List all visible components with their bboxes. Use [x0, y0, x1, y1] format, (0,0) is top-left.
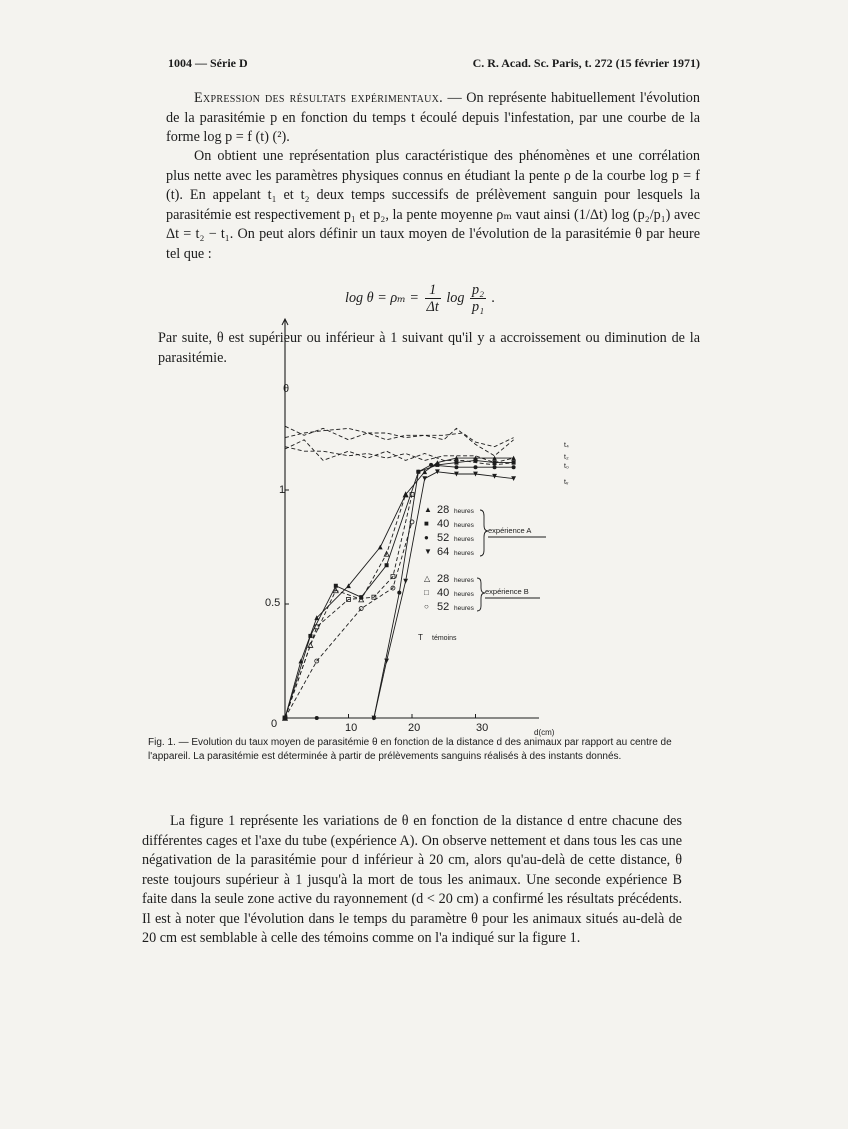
series-line-2	[285, 460, 514, 718]
equation-log: log	[446, 289, 465, 306]
x-axis-label: d(cm)	[534, 728, 555, 737]
data-point	[429, 463, 433, 467]
series-label-t0: t₀	[564, 463, 569, 470]
series-label-tv: tᵥ	[564, 479, 569, 486]
legend-value: 52	[437, 532, 450, 544]
paragraph-2-text: On obtient une représentation plus caractéristique des phénomènes et une corrélation plus nette avec les paramètres physiques connus en étudiant la pente ρ de la courbe log p = f (t). En appelant t₁ et t₂ deux temps successifs de prélèvement sanguin pour lesquels la parasitémie est respectivement p₁ et p₂, la pente moyenne ρₘ vaut ainsi (1/Δt) log (p₂/p₁) avec Δt = t₂ − t₁. On peut alors définir un taux moyen de l'évolution de la parasitémie θ par heure tel que :	[166, 148, 700, 262]
data-point	[416, 470, 420, 474]
legend-unit: heures	[454, 605, 474, 612]
data-point	[385, 563, 389, 567]
legend-value: 28	[437, 573, 450, 585]
data-point	[493, 465, 497, 469]
data-point	[512, 465, 516, 469]
x-tick-label-10: 10	[345, 722, 358, 734]
legend-marker: ▼	[424, 547, 432, 556]
figure-caption	[148, 736, 682, 763]
data-point	[308, 643, 313, 648]
x-tick-label-20: 20	[408, 722, 421, 734]
series-line-6	[285, 495, 412, 718]
data-point	[422, 476, 427, 481]
caption-lead: Fig. 1. —	[148, 737, 192, 748]
legend-unit: heures	[454, 550, 474, 557]
section-lead: Expression des résultats expérimentaux.	[194, 90, 443, 106]
caption-text: Evolution du taux moyen de parasitémie θ en fonction de la distance d des animaux par rapport au centre de l'appareil. La parasitémie est déterminée à partir de prélèvements sanguins réalisés à des instants donnés.	[148, 737, 672, 762]
legend-value: 52	[437, 601, 450, 613]
equation-lhs: log θ = ρₘ =	[345, 289, 419, 306]
x-tick-label-30: 30	[476, 722, 489, 734]
data-point	[454, 465, 458, 469]
data-point	[308, 634, 312, 638]
equation-fraction-1-den: Δt	[426, 299, 439, 315]
legend-unit: heures	[454, 536, 474, 543]
y-axis-label: θ	[283, 383, 290, 395]
legend-marker: ○	[424, 602, 429, 611]
equation-fraction-2-num: p₂	[472, 282, 485, 298]
paragraph-figure-discussion	[142, 812, 682, 949]
legend-unit: heures	[454, 591, 474, 598]
equation-fraction-1-num: 1	[425, 282, 441, 299]
data-point	[454, 461, 458, 465]
equation-end: .	[491, 289, 496, 306]
series-line-7	[285, 522, 412, 718]
running-header-left: 1004 — Série D	[168, 56, 248, 70]
legend-marker: □	[424, 588, 429, 597]
series-line-10	[285, 447, 514, 463]
data-point	[397, 591, 401, 595]
data-point	[474, 465, 478, 469]
legend-marker: ■	[424, 519, 429, 528]
series-label-t2: t₂	[564, 454, 569, 461]
series-line-1	[285, 458, 514, 718]
legend-marker: ●	[424, 533, 429, 542]
series-line-4	[285, 472, 514, 718]
series-line-9	[285, 428, 514, 455]
data-point	[378, 545, 383, 550]
legend-temoins-label: témoins	[432, 635, 457, 642]
series-line-5	[285, 495, 406, 718]
legend-marker: △	[424, 574, 431, 583]
legend-marker: ▲	[424, 505, 432, 514]
paragraph-4-text: La figure 1 représente les variations de θ en fonction de la distance d entre chacune des différentes cages et l'axe du tube (expérience A). On observe nettement et dans tous les cas une négativation de la parasitémie pour d inférieur à 20 cm, alors qu'au-delà de cette distance, θ reste toujours supérieur à 1 jusqu'à la mort de tous les animaux. Une seconde expérience B faite dans la seule zone active du rayonnement (d < 20 cm) a confirmé les résultats précédents. Il est à noter que l'évolution dans le temps du paramètre θ pour les animaux situés au-delà de 20 cm est semblable à celle des témoins comme on l'a indiqué sur la figure 1.	[142, 813, 682, 946]
y-tick-label-0-5: 0.5	[265, 597, 281, 609]
legend-group-name: expérience A	[488, 526, 532, 535]
equation-fraction-2-den: p₁	[472, 299, 485, 315]
series-line-8	[285, 426, 514, 447]
running-header-right: C. R. Acad. Sc. Paris, t. 272 (15 février 1971)	[472, 56, 700, 70]
legend-unit: heures	[454, 522, 474, 529]
legend-value: 40	[437, 518, 450, 530]
legend-value: 28	[437, 504, 450, 516]
legend-value: 64	[437, 546, 450, 558]
series-label-t4: t₄	[564, 442, 569, 449]
legend-value: 40	[437, 587, 450, 599]
data-point	[474, 458, 478, 462]
legend-temoins-marker: T	[418, 633, 423, 642]
paragraph-1-text: — On représente habituellement l'évolution de la parasitémie p en fonction du temps t écoulé depuis l'infestation, par une courbe de la forme log p = f (t) (²).	[166, 90, 700, 145]
legend-brace-a	[480, 510, 488, 556]
x-tick-label-0: 0	[271, 718, 278, 730]
legend-unit: heures	[454, 577, 474, 584]
legend-group-name: expérience B	[485, 587, 529, 596]
legend-brace-b	[477, 578, 485, 611]
legend-experience-a	[424, 504, 546, 558]
data-point	[403, 579, 408, 584]
y-tick-label-1: 1	[279, 484, 286, 496]
paragraph-3-text: Par suite, θ est supérieur ou inférieur à 1 suivant qu'il y a accroissement ou diminution de la parasitémie.	[158, 330, 700, 366]
legend-unit: heures	[454, 508, 474, 515]
chart-plot-area	[282, 319, 539, 720]
legend-experience-b	[424, 573, 540, 613]
